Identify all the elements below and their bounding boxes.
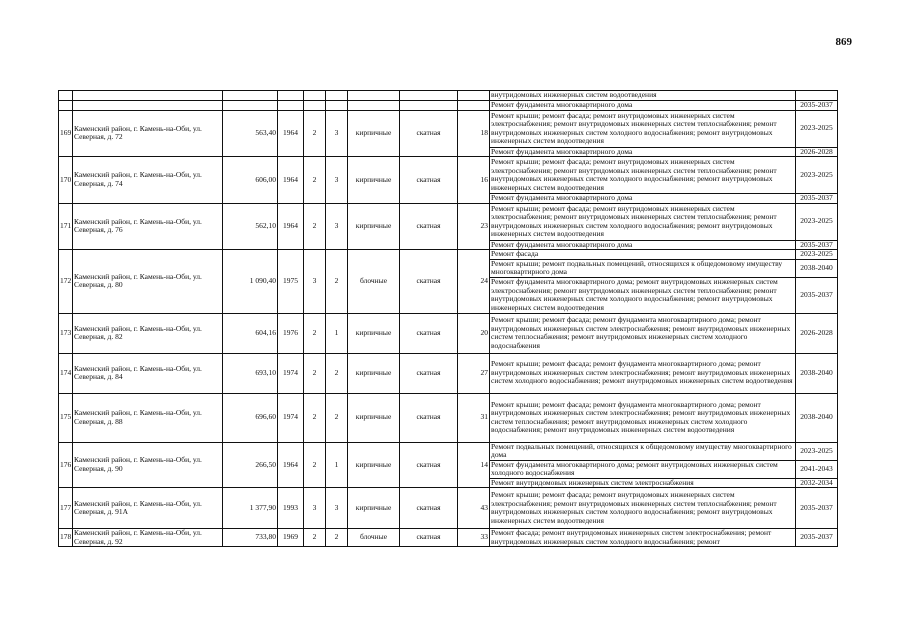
empty-cell — [326, 91, 348, 101]
empty-cell — [348, 91, 400, 101]
build-year: 1976 — [278, 313, 304, 353]
entrance-count: 2 — [326, 250, 348, 314]
housing-repair-table — [58, 90, 838, 547]
floor-count: 2 — [304, 157, 326, 204]
resident-count: 33 — [458, 529, 490, 547]
row-number: 173 — [59, 313, 73, 353]
empty-cell — [59, 91, 73, 101]
wall-material: блочные — [348, 529, 400, 547]
work-description: Ремонт фасада — [490, 250, 796, 260]
work-description: Ремонт фундамента многоквартирного дома — [490, 147, 796, 157]
entrance-count: 3 — [326, 488, 348, 529]
work-period: 2035-2037 — [796, 529, 838, 547]
table-row — [59, 91, 838, 101]
work-period: 2041-2043 — [796, 460, 838, 478]
resident-count: 31 — [458, 393, 490, 442]
work-description: Ремонт фасада; ремонт внутридомовых инженерных систем электроснабжения; ремонт внутридомовых инженерных систем холодного водоснабжения; ремонт — [490, 529, 796, 547]
work-period: 2035-2037 — [796, 277, 838, 313]
wall-material: кирпичные — [348, 110, 400, 157]
building-area: 606,00 — [223, 157, 278, 204]
building-address: Каменский район, г. Камень-на-Оби, ул. Северная, д. 80 — [73, 250, 223, 314]
empty-cell — [59, 100, 73, 110]
building-area: 266,50 — [223, 442, 278, 488]
entrance-count: 2 — [326, 529, 348, 547]
floor-count: 3 — [304, 488, 326, 529]
entrance-count: 3 — [326, 110, 348, 157]
build-year: 1974 — [278, 353, 304, 393]
empty-cell — [400, 91, 458, 101]
work-period: 2035-2037 — [796, 194, 838, 204]
building-area: 1 090,40 — [223, 250, 278, 314]
building-address: Каменский район, г. Камень-на-Оби, ул. Северная, д. 72 — [73, 110, 223, 157]
work-description: Ремонт крыши; ремонт фасада; ремонт фундамента многоквартирного дома; ремонт внутридомовых инженерных систем электроснабжения; ремонт внутридомовых инженерных систем холодного водоснабжения; ремонт внутридомовых инженерных систем водоотведения — [490, 353, 796, 393]
roof-type: скатная — [400, 488, 458, 529]
table-row — [59, 100, 838, 110]
work-period: 2038-2040 — [796, 259, 838, 277]
floor-count: 2 — [304, 353, 326, 393]
wall-material: кирпичные — [348, 393, 400, 442]
resident-count: 43 — [458, 488, 490, 529]
table-row — [59, 393, 838, 442]
work-period: 2038-2040 — [796, 353, 838, 393]
work-period: 2032-2034 — [796, 478, 838, 488]
building-address: Каменский район, г. Камень-на-Оби, ул. Северная, д. 92 — [73, 529, 223, 547]
empty-cell — [304, 91, 326, 101]
work-description: Ремонт фундамента многоквартирного дома — [490, 240, 796, 250]
floor-count: 2 — [304, 529, 326, 547]
work-period: 2035-2037 — [796, 240, 838, 250]
building-address: Каменский район, г. Камень-на-Оби, ул. Северная, д. 74 — [73, 157, 223, 204]
empty-cell — [348, 100, 400, 110]
work-description: Ремонт крыши; ремонт фасада; ремонт внутридомовых инженерных систем электроснабжения; ремонт внутридомовых инженерных систем теплоснабжения; ремонт внутридомовых инженерных систем холодного водоснабжения; ремонт внутридомовых инженерных систем водоотведения — [490, 110, 796, 147]
work-description: Ремонт крыши; ремонт фасада; ремонт внутридомовых инженерных систем электроснабжения; ремонт внутридомовых инженерных систем теплоснабжения; ремонт внутридомовых инженерных систем холодного водоснабжения; ремонт внутридомовых инженерных систем водоотведения — [490, 488, 796, 529]
empty-cell — [458, 91, 490, 101]
wall-material: блочные — [348, 250, 400, 314]
building-area: 563,40 — [223, 110, 278, 157]
work-description: Ремонт крыши; ремонт фасада; ремонт внутридомовых инженерных систем электроснабжения; ремонт внутридомовых инженерных систем теплоснабжения; ремонт внутридомовых инженерных систем холодного водоснабжения; ремонт внутридомовых инженерных систем водоотведения — [490, 203, 796, 240]
row-number: 174 — [59, 353, 73, 393]
building-area: 1 377,90 — [223, 488, 278, 529]
work-period: 2035-2037 — [796, 488, 838, 529]
work-description: Ремонт крыши; ремонт фасада; ремонт внутридомовых инженерных систем электроснабжения; ремонт внутридомовых инженерных систем теплоснабжения; ремонт внутридомовых инженерных систем холодного водоснабжения; ремонт внутридомовых инженерных систем водоотведения — [490, 157, 796, 194]
empty-cell — [326, 100, 348, 110]
empty-cell — [278, 91, 304, 101]
roof-type: скатная — [400, 442, 458, 488]
table-row — [59, 529, 838, 547]
work-description: Ремонт крыши; ремонт фасада; ремонт фундамента многоквартирного дома; ремонт внутридомовых инженерных систем электроснабжения; ремонт внутридомовых инженерных систем теплоснабжения; ремонт внутридомовых инженерных систем холодного водоснабжения — [490, 313, 796, 353]
roof-type: скатная — [400, 110, 458, 157]
work-period: 2038-2040 — [796, 393, 838, 442]
entrance-count: 2 — [326, 353, 348, 393]
wall-material: кирпичные — [348, 488, 400, 529]
row-number: 169 — [59, 110, 73, 157]
resident-count: 24 — [458, 250, 490, 314]
table-row — [59, 313, 838, 353]
empty-cell — [278, 100, 304, 110]
page-number: 869 — [835, 36, 852, 48]
work-description: Ремонт крыши; ремонт подвальных помещений, относящихся к общедомовому имуществу многоквартирного дома — [490, 259, 796, 277]
building-address: Каменский район, г. Камень-на-Оби, ул. Северная, д. 76 — [73, 203, 223, 250]
empty-cell — [73, 91, 223, 101]
work-period: 2023-2025 — [796, 110, 838, 147]
resident-count: 16 — [458, 157, 490, 204]
build-year: 1969 — [278, 529, 304, 547]
table-row — [59, 250, 838, 260]
resident-count: 14 — [458, 442, 490, 488]
entrance-count: 3 — [326, 157, 348, 204]
row-number: 175 — [59, 393, 73, 442]
work-period — [796, 91, 838, 101]
floor-count: 2 — [304, 203, 326, 250]
row-number: 178 — [59, 529, 73, 547]
build-year: 1964 — [278, 442, 304, 488]
wall-material: кирпичные — [348, 203, 400, 250]
building-area: 562,10 — [223, 203, 278, 250]
work-period: 2023-2025 — [796, 203, 838, 240]
building-address: Каменский район, г. Камень-на-Оби, ул. Северная, д. 88 — [73, 393, 223, 442]
build-year: 1964 — [278, 157, 304, 204]
build-year: 1964 — [278, 110, 304, 157]
roof-type: скатная — [400, 250, 458, 314]
work-period: 2026-2028 — [796, 313, 838, 353]
entrance-count: 3 — [326, 203, 348, 250]
resident-count: 20 — [458, 313, 490, 353]
building-area: 604,16 — [223, 313, 278, 353]
entrance-count: 1 — [326, 442, 348, 488]
floor-count: 2 — [304, 313, 326, 353]
roof-type: скатная — [400, 203, 458, 250]
floor-count: 2 — [304, 393, 326, 442]
table-row — [59, 353, 838, 393]
table-row — [59, 203, 838, 240]
row-number: 172 — [59, 250, 73, 314]
empty-cell — [223, 100, 278, 110]
roof-type: скатная — [400, 529, 458, 547]
building-area: 733,80 — [223, 529, 278, 547]
wall-material: кирпичные — [348, 313, 400, 353]
wall-material: кирпичные — [348, 353, 400, 393]
work-period: 2023-2025 — [796, 442, 838, 460]
row-number: 176 — [59, 442, 73, 488]
building-address: Каменский район, г. Камень-на-Оби, ул. Северная, д. 90 — [73, 442, 223, 488]
empty-cell — [73, 100, 223, 110]
work-description: внутридомовых инженерных систем водоотведения — [490, 91, 796, 101]
entrance-count: 2 — [326, 393, 348, 442]
table-row — [59, 157, 838, 194]
work-period: 2023-2025 — [796, 157, 838, 194]
work-period: 2023-2025 — [796, 250, 838, 260]
wall-material: кирпичные — [348, 157, 400, 204]
work-period: 2026-2028 — [796, 147, 838, 157]
work-period: 2035-2037 — [796, 100, 838, 110]
work-description: Ремонт фундамента многоквартирного дома — [490, 194, 796, 204]
roof-type: скатная — [400, 313, 458, 353]
floor-count: 2 — [304, 442, 326, 488]
floor-count: 2 — [304, 110, 326, 157]
resident-count: 23 — [458, 203, 490, 250]
roof-type: скатная — [400, 393, 458, 442]
building-address: Каменский район, г. Камень-на-Оби, ул. Северная, д. 84 — [73, 353, 223, 393]
entrance-count: 1 — [326, 313, 348, 353]
row-number: 171 — [59, 203, 73, 250]
floor-count: 3 — [304, 250, 326, 314]
build-year: 1964 — [278, 203, 304, 250]
build-year: 1974 — [278, 393, 304, 442]
table-row — [59, 442, 838, 460]
building-address: Каменский район, г. Камень-на-Оби, ул. Северная, д. 91А — [73, 488, 223, 529]
building-address: Каменский район, г. Камень-на-Оби, ул. Северная, д. 82 — [73, 313, 223, 353]
build-year: 1975 — [278, 250, 304, 314]
work-description: Ремонт крыши; ремонт фасада; ремонт фундамента многоквартирного дома; ремонт внутридомовых инженерных систем электроснабжения; ремонт внутридомовых инженерных систем теплоснабжения; ремонт внутридомовых инженерных систем холодного водоснабжения; ремонт внутридомовых инженерных систем водоотведения — [490, 393, 796, 442]
work-description: Ремонт фундамента многоквартирного дома; ремонт внутридомовых инженерных систем холодного водоснабжения — [490, 460, 796, 478]
row-number: 170 — [59, 157, 73, 204]
work-description: Ремонт фундамента многоквартирного дома; ремонт внутридомовых инженерных систем электроснабжения; ремонт внутридомовых инженерных систем теплоснабжения; ремонт внутридомовых инженерных систем холодного водоснабжения; ремонт внутридомовых инженерных систем водоотведения — [490, 277, 796, 313]
work-description: Ремонт подвальных помещений, относящихся к общедомовому имуществу многоквартирного дома — [490, 442, 796, 460]
empty-cell — [458, 100, 490, 110]
resident-count: 27 — [458, 353, 490, 393]
wall-material: кирпичные — [348, 442, 400, 488]
table-row — [59, 110, 838, 147]
empty-cell — [304, 100, 326, 110]
empty-cell — [400, 100, 458, 110]
building-area: 693,10 — [223, 353, 278, 393]
build-year: 1993 — [278, 488, 304, 529]
row-number: 177 — [59, 488, 73, 529]
roof-type: скатная — [400, 157, 458, 204]
table-body — [59, 91, 838, 547]
empty-cell — [223, 91, 278, 101]
work-description: Ремонт фундамента многоквартирного дома — [490, 100, 796, 110]
work-description: Ремонт внутридомовых инженерных систем электроснабжения — [490, 478, 796, 488]
building-area: 696,60 — [223, 393, 278, 442]
resident-count: 18 — [458, 110, 490, 157]
table-row — [59, 488, 838, 529]
roof-type: скатная — [400, 353, 458, 393]
